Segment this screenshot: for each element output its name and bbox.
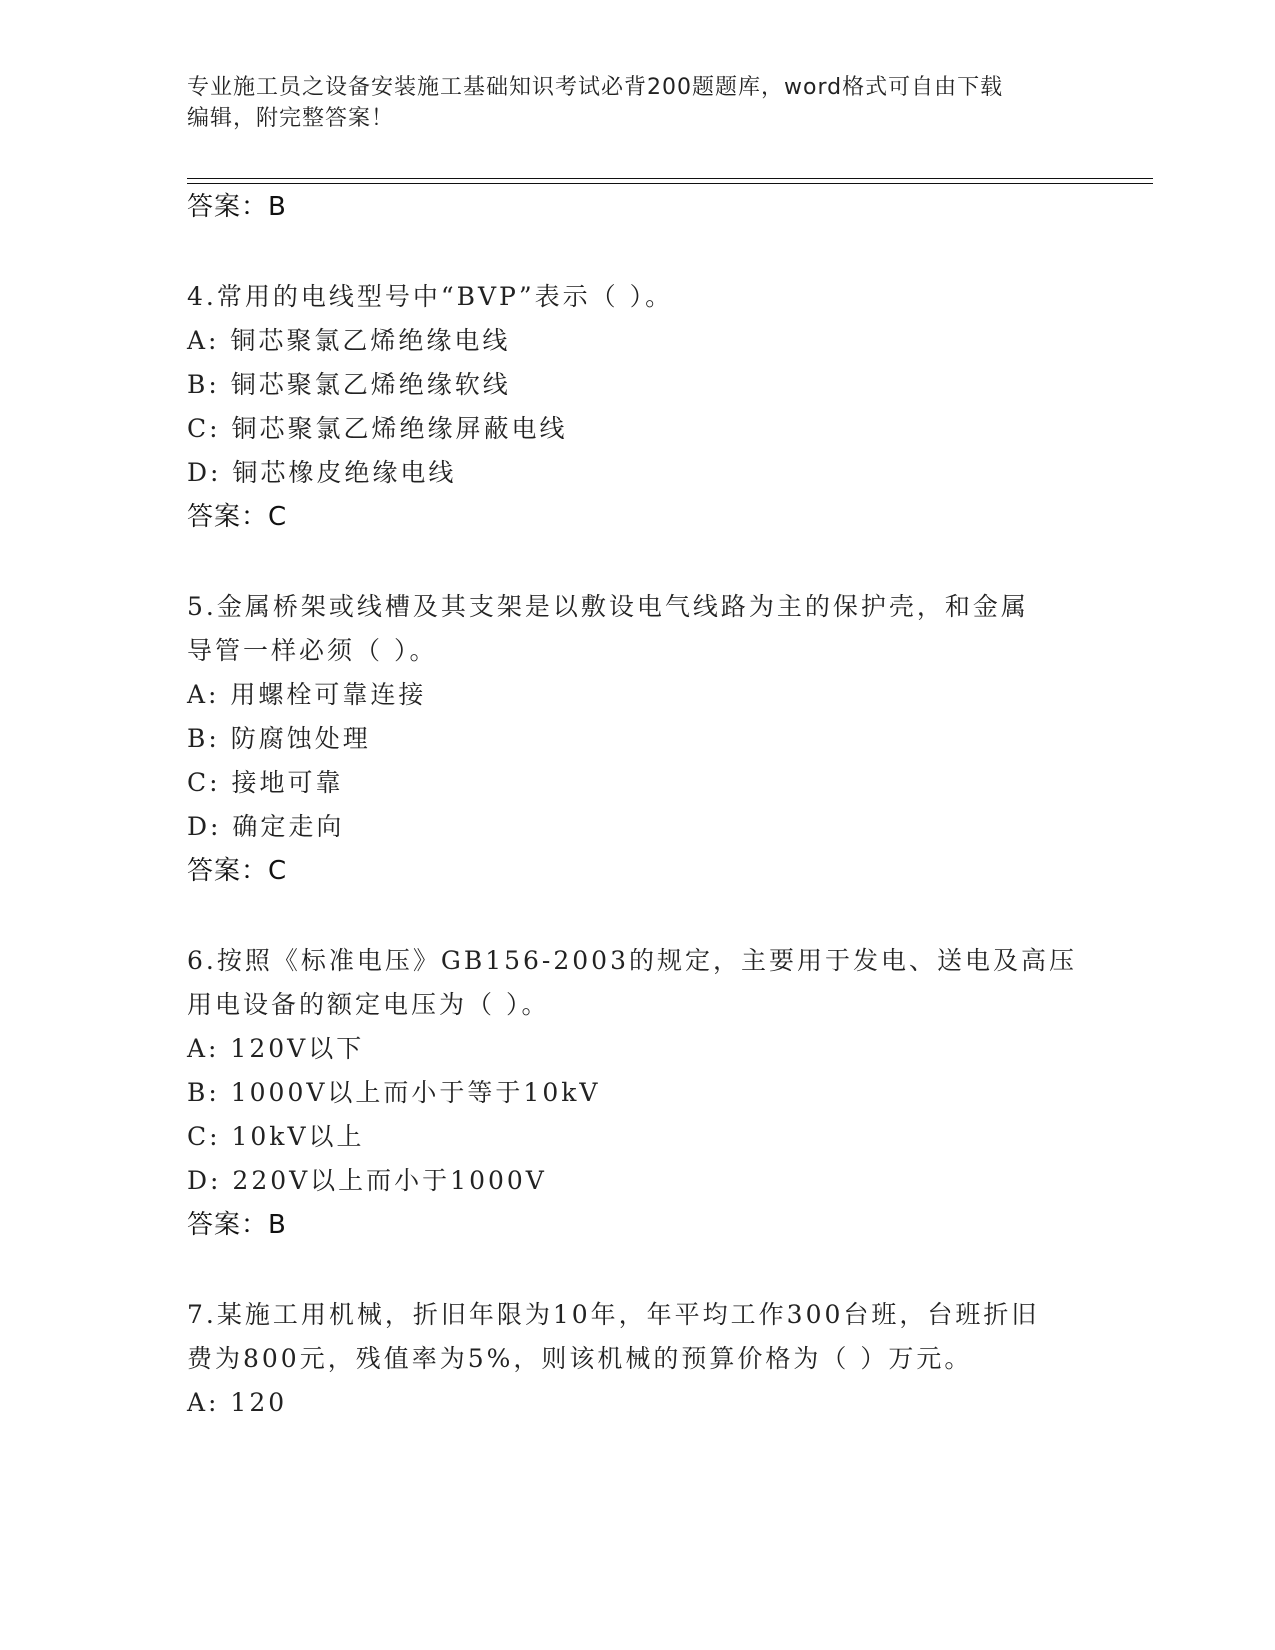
- question-stem-line-2: 导管一样必须（ ）。: [187, 636, 438, 665]
- question-stem-line-2: 用电设备的额定电压为（ ）。: [187, 990, 550, 1019]
- header-line-2: 编辑，附完整答案！: [187, 106, 395, 131]
- option-c: C: 接地可靠: [187, 768, 344, 797]
- option-c: C: 10kV以上: [187, 1122, 365, 1151]
- document-header: [187, 72, 1067, 134]
- header-rule-bottom: [187, 183, 1153, 184]
- question-stem-line-1: 5.金属桥架或线槽及其支架是以敷设电气线路为主的保护壳，和金属: [187, 592, 1029, 621]
- option-a: A: 铜芯聚氯乙烯绝缘电线: [187, 326, 511, 355]
- option-d: D: 铜芯橡皮绝缘电线: [187, 458, 457, 487]
- answer: 答案：C: [187, 856, 288, 886]
- answer: 答案：C: [187, 502, 288, 532]
- option-a: A: 用螺栓可靠连接: [187, 680, 427, 709]
- option-c: C: 铜芯聚氯乙烯绝缘屏蔽电线: [187, 414, 568, 443]
- question-stem-line-2: 费为800元，残值率为5%，则该机械的预算价格为（ ）万元。: [187, 1344, 973, 1373]
- option-b: B: 1000V以上而小于等于10kV: [187, 1078, 601, 1107]
- option-d: D: 220V以上而小于1000V: [187, 1166, 547, 1195]
- answer: 答案：B: [187, 1210, 287, 1240]
- previous-answer: 答案：B: [187, 192, 287, 222]
- question-stem-line-1: 7.某施工用机械，折旧年限为10年，年平均工作300台班，台班折旧: [187, 1300, 1040, 1329]
- option-a: A: 120: [187, 1388, 288, 1417]
- question-stem: 4.常用的电线型号中“BVP”表示（ ）。: [187, 282, 674, 311]
- option-a: A: 120V以下: [187, 1034, 365, 1063]
- header-line-1: 专业施工员之设备安装施工基础知识考试必背200题题库，word格式可自由下载: [187, 75, 1004, 100]
- option-b: B: 防腐蚀处理: [187, 724, 371, 753]
- option-d: D: 确定走向: [187, 812, 345, 841]
- question-stem-line-1: 6.按照《标准电压》GB156-2003的规定，主要用于发电、送电及高压: [187, 946, 1077, 975]
- option-b: B: 铜芯聚氯乙烯绝缘软线: [187, 370, 511, 399]
- header-rule-top: [187, 178, 1153, 179]
